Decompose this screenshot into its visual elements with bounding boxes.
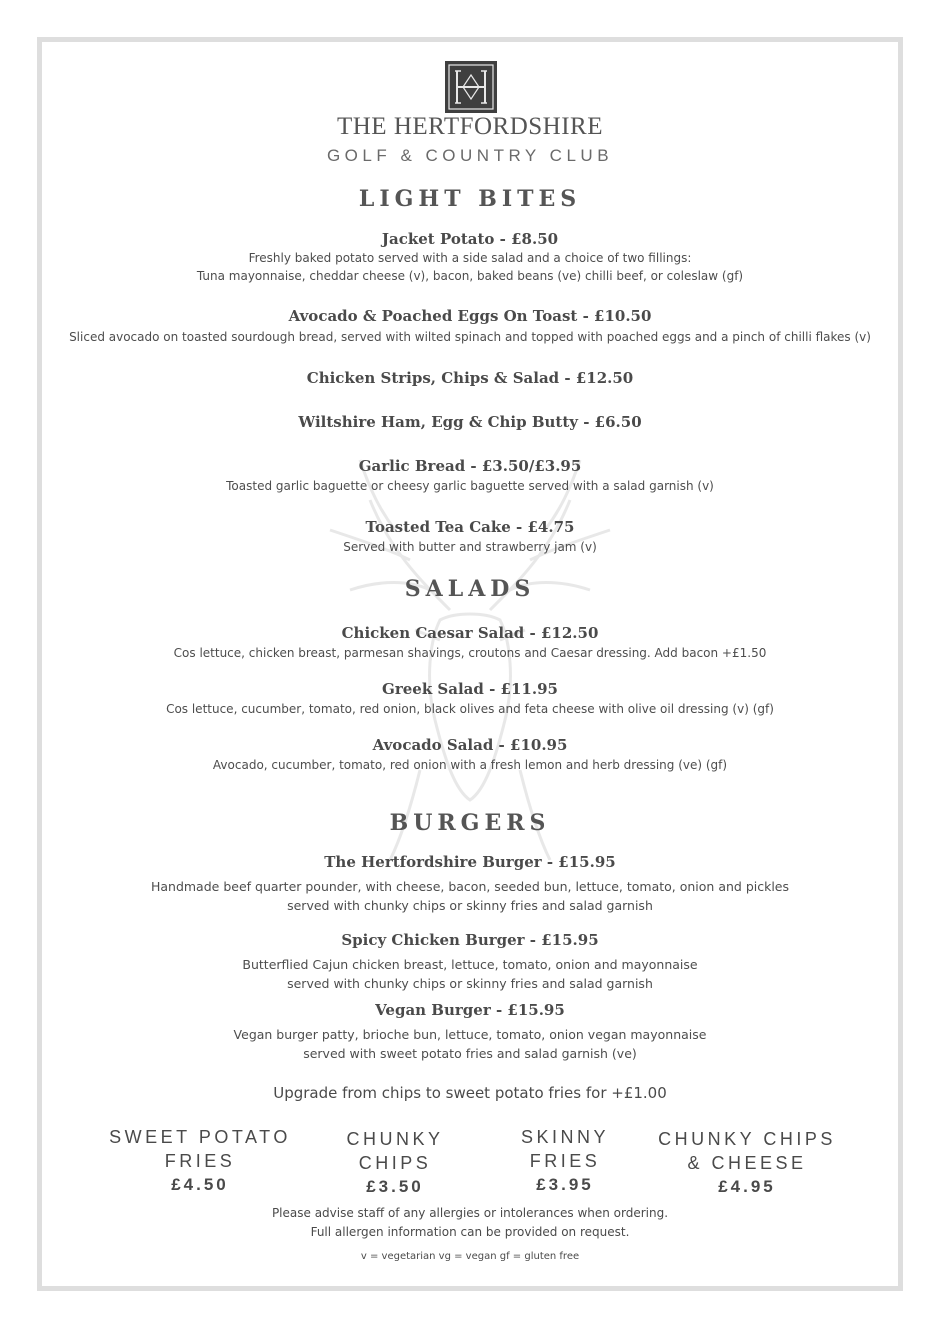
- side-name: CHIPS: [358, 1153, 432, 1173]
- dietary-key: v = vegetarian vg = vegan gf = gluten free: [360, 1251, 580, 1262]
- section-title-salads: SALADS: [404, 576, 536, 602]
- section-title-burgers: BURGERS: [389, 810, 551, 836]
- menu-item-name: The Hertfordshire Burger - £15.95: [324, 853, 616, 871]
- menu-item-name: Spicy Chicken Burger - £15.95: [341, 931, 599, 949]
- menu-item-desc: Cos lettuce, chicken breast, parmesan shavings, croutons and Caesar dressing. Add bacon +£1.50: [173, 646, 767, 660]
- menu-item-desc: Served with butter and strawberry jam (v): [343, 540, 597, 554]
- menu-item-desc: Sliced avocado on toasted sourdough bread, served with wilted spinach and topped with poached eggs and a pinch of chilli flakes (v): [69, 330, 871, 344]
- allergy-note: Please advise staff of any allergies or intolerances when ordering.: [271, 1206, 669, 1220]
- menu-item-desc: Vegan burger patty, brioche bun, lettuce, tomato, onion vegan mayonnaise: [233, 1027, 707, 1042]
- upgrade-note: Upgrade from chips to sweet potato fries for +£1.00: [273, 1084, 667, 1102]
- menu-item-name: Greek Salad - £11.95: [382, 680, 558, 698]
- side-name: FRIES: [164, 1151, 236, 1171]
- hk-monogram-icon: [445, 61, 497, 113]
- menu-item-desc: Tuna mayonnaise, cheddar cheese (v), bacon, baked beans (ve) chilli beef, or coleslaw (gf): [196, 269, 744, 283]
- side-item: [330, 1127, 460, 1199]
- club-logo: [445, 61, 497, 113]
- side-item: [105, 1125, 295, 1197]
- menu-item-desc: Cos lettuce, cucumber, tomato, red onion, black olives and feta cheese with olive oil dressing (v) (gf): [166, 702, 774, 716]
- side-name: SKINNY: [520, 1127, 610, 1147]
- menu-item-name: Chicken Caesar Salad - £12.50: [341, 624, 599, 642]
- menu-item-desc: Toasted garlic baguette or cheesy garlic baguette served with a salad garnish (v): [226, 479, 714, 493]
- side-name: SWEET POTATO: [109, 1127, 291, 1147]
- side-price: £3.95: [536, 1175, 594, 1194]
- side-price: £3.50: [366, 1177, 424, 1196]
- side-item: [500, 1125, 630, 1197]
- side-name: FRIES: [529, 1151, 601, 1171]
- menu-item-desc: Freshly baked potato served with a side salad and a choice of two fillings:: [248, 251, 692, 265]
- menu-item-desc: served with chunky chips or skinny fries and salad garnish: [287, 976, 653, 991]
- side-name: CHUNKY CHIPS: [658, 1129, 836, 1149]
- side-name: CHUNKY: [346, 1129, 444, 1149]
- side-price: £4.50: [171, 1175, 229, 1194]
- side-name: & CHEESE: [687, 1153, 807, 1173]
- menu-item-name: Vegan Burger - £15.95: [375, 1001, 565, 1019]
- menu-item-name: Chicken Strips, Chips & Salad - £12.50: [306, 369, 634, 387]
- side-item: [652, 1127, 842, 1199]
- section-title-light-bites: LIGHT BITES: [358, 186, 582, 212]
- allergen-info-note: Full allergen information can be provided on request.: [310, 1225, 630, 1239]
- menu-item-name: Avocado Salad - £10.95: [372, 736, 568, 754]
- menu-item-desc: Butterflied Cajun chicken breast, lettuce, tomato, onion and mayonnaise: [242, 957, 698, 972]
- brand-name: THE HERTFORDSHIRE: [336, 113, 604, 140]
- menu-item-name: Wiltshire Ham, Egg & Chip Butty - £6.50: [298, 413, 642, 431]
- menu-item-desc: Avocado, cucumber, tomato, red onion with a fresh lemon and herb dressing (ve) (gf): [212, 758, 728, 772]
- menu-item-name: Avocado & Poached Eggs On Toast - £10.50: [288, 307, 652, 325]
- menu-item-name: Jacket Potato - £8.50: [381, 230, 559, 248]
- menu-item-desc: Handmade beef quarter pounder, with cheese, bacon, seeded bun, lettuce, tomato, onion and pickles: [150, 879, 790, 894]
- side-price: £4.95: [718, 1177, 776, 1196]
- menu-item-desc: served with chunky chips or skinny fries and salad garnish: [287, 898, 653, 913]
- menu-item-name: Toasted Tea Cake - £4.75: [365, 518, 575, 536]
- menu-item-desc: served with sweet potato fries and salad garnish (ve): [303, 1046, 637, 1061]
- menu-item-name: Garlic Bread - £3.50/£3.95: [358, 457, 582, 475]
- brand-subtitle: GOLF & COUNTRY CLUB: [326, 146, 614, 165]
